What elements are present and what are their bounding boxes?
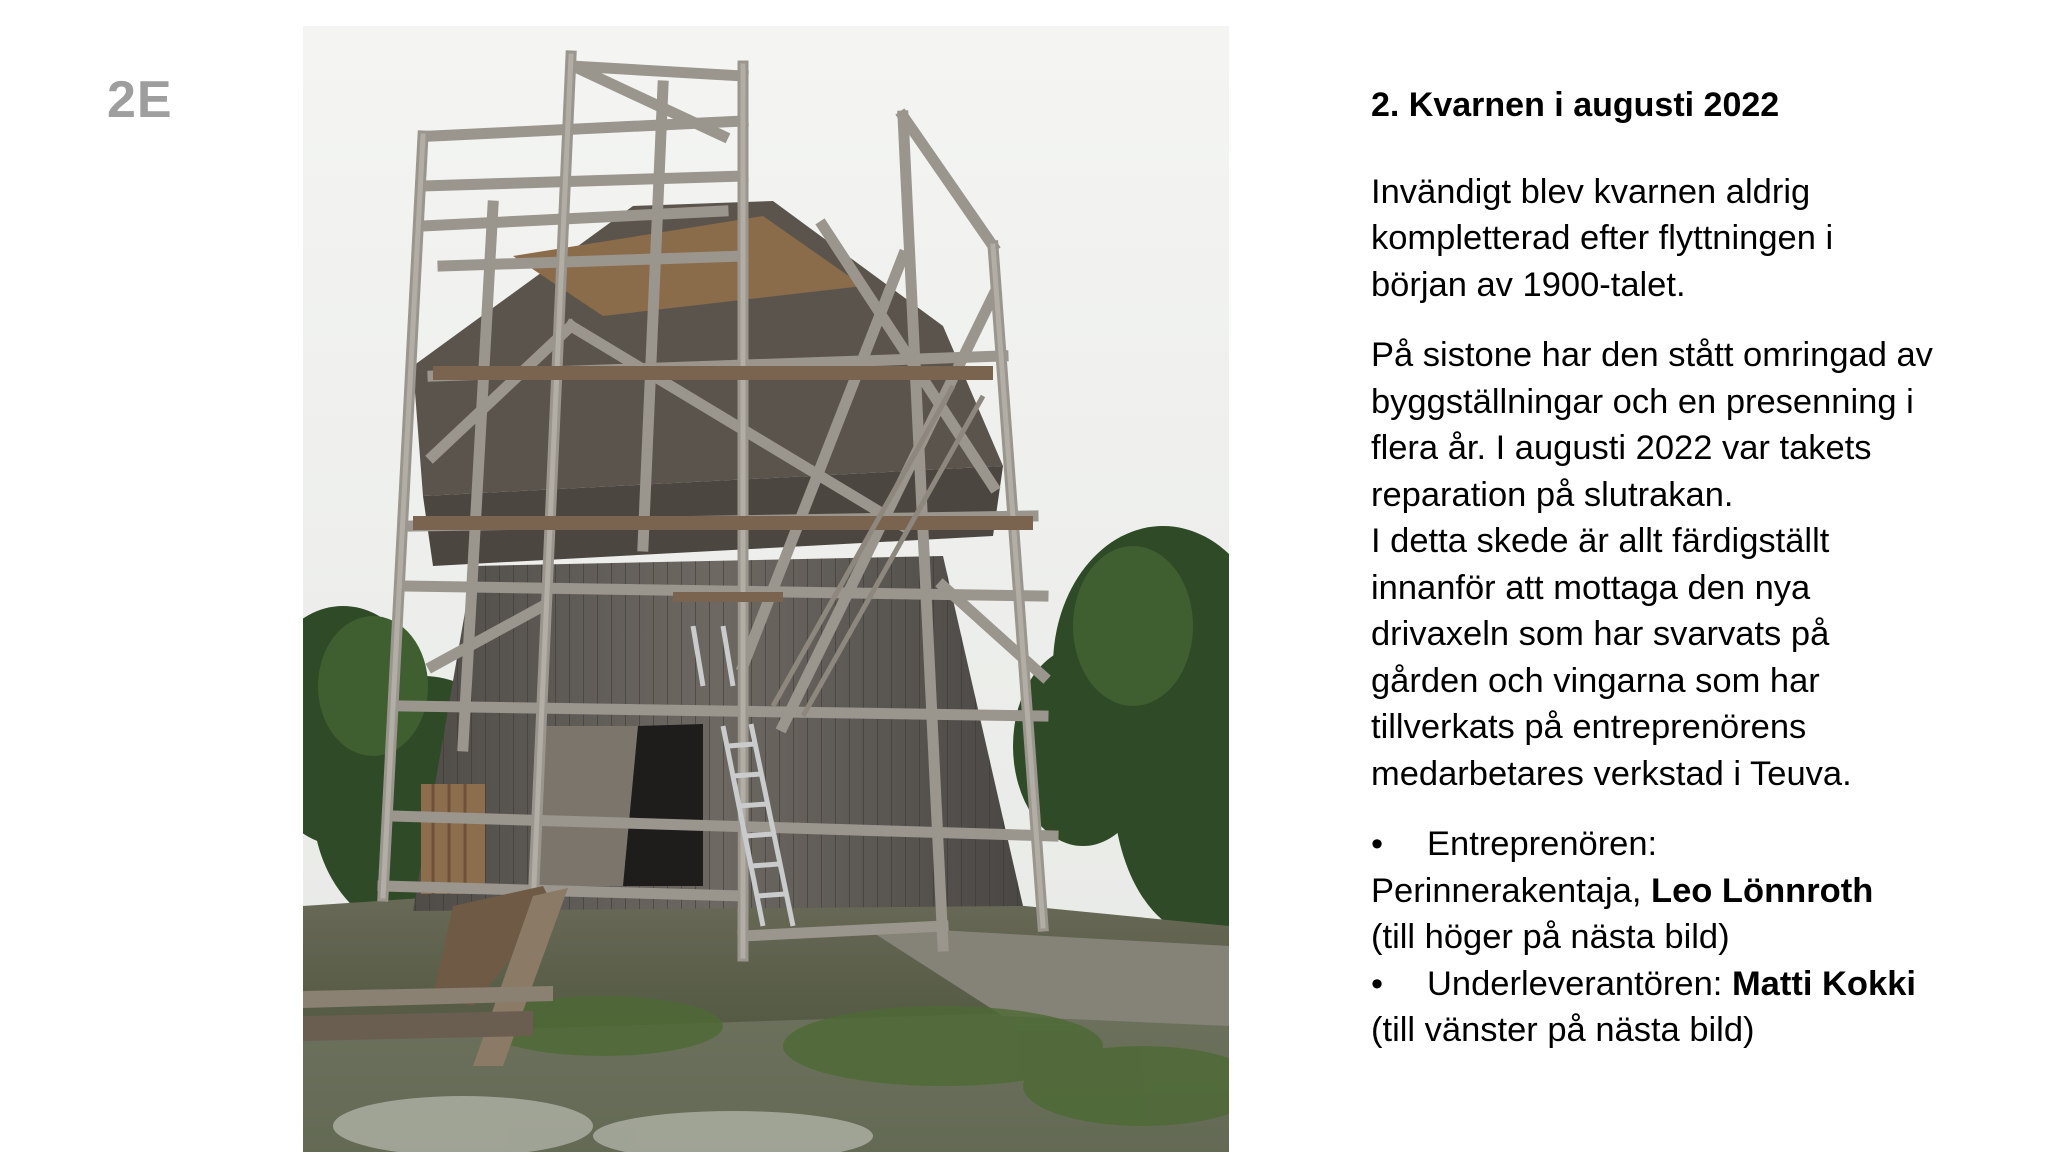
bullet-label: Underleverantören: xyxy=(1427,964,1732,1003)
windmill-scaffolding-image xyxy=(303,26,1229,1152)
subcontractor-name: Matti Kokki xyxy=(1731,964,1916,1003)
text-line: kompletterad efter flyttningen i xyxy=(1371,219,1834,257)
text-line: början av 1900-talet. xyxy=(1371,265,1686,304)
bullet-list xyxy=(1371,821,2011,1054)
text-line: innanför att mottaga den nya xyxy=(1371,568,1811,607)
contractor-company: Perinnerakentaja, xyxy=(1371,871,1652,910)
paragraph-scaffolding xyxy=(1371,332,2011,797)
text-line: medarbetares verkstad i Teuva. xyxy=(1371,754,1852,793)
bullet-marker: • xyxy=(1371,825,1384,863)
windmill-photo xyxy=(303,26,1229,1152)
slide-heading: 2. Kvarnen i augusti 2022 xyxy=(1371,86,1780,124)
text-line: gården och vingarna som har xyxy=(1371,661,1820,700)
contractor-name: Leo Lönnroth xyxy=(1651,871,1874,910)
bullet-label: Entreprenören: xyxy=(1427,825,1658,863)
text-line: tillverkats på entreprenörens xyxy=(1371,708,1807,746)
bullet-marker: • xyxy=(1371,964,1384,1003)
contractor-note: (till höger på nästa bild) xyxy=(1371,918,1730,956)
text-line: drivaxeln som har svarvats på xyxy=(1371,615,1830,653)
bullet-item-contractor xyxy=(1371,821,2011,868)
contractor-line xyxy=(1371,868,2011,915)
bullet-item-subcontractor xyxy=(1371,961,2011,1008)
text-line: byggställningar och en presenning i xyxy=(1371,382,1914,421)
text-line: På sistone har den stått omringad av xyxy=(1371,336,1933,374)
text-panel xyxy=(1371,82,2011,1054)
text-line: I detta skede är allt färdigställt xyxy=(1371,522,1830,560)
subcontractor-note: (till vänster på nästa bild) xyxy=(1371,1011,1755,1049)
text-line: flera år. I augusti 2022 var takets xyxy=(1371,429,1872,467)
slide-number: 2E xyxy=(107,71,173,129)
text-line: reparation på slutrakan. xyxy=(1371,475,1734,514)
text-line: Invändigt blev kvarnen aldrig xyxy=(1371,172,1811,211)
paragraph-interior xyxy=(1371,169,2011,309)
